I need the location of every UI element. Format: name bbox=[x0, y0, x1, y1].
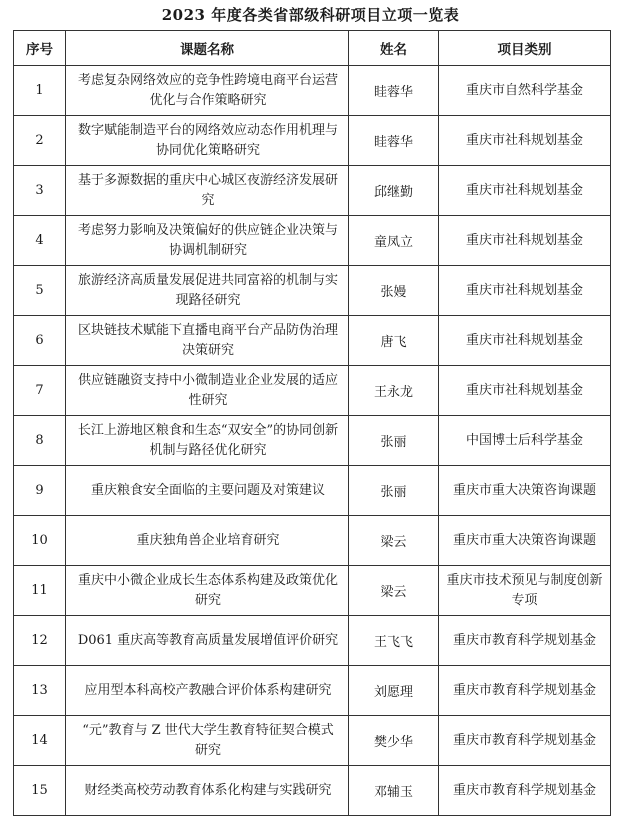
project-category-cell bbox=[439, 666, 611, 716]
project-title: 重庆粮食安全面临的主要问题及对策建议 bbox=[90, 482, 325, 498]
project-category: 重庆市教育科学规划基金 bbox=[452, 782, 596, 798]
project-category: 重庆市重大决策咨询课题 bbox=[452, 482, 596, 498]
project-title: 应用型本科高校产教融合评价体系构建研究 bbox=[84, 682, 332, 698]
researcher-name: 童凤立 bbox=[349, 216, 439, 266]
project-title-cell bbox=[66, 66, 349, 116]
table-row bbox=[14, 316, 611, 366]
project-title: 长江上游地区粮食和生态“双安全”的协同创新机制与路径优化研究 bbox=[77, 422, 339, 458]
project-title: 区块链技术赋能下直播电商平台产品防伪治理决策研究 bbox=[77, 322, 338, 358]
row-number: 5 bbox=[14, 266, 66, 316]
row-number: 14 bbox=[14, 716, 66, 766]
project-title: 重庆中小微企业成长生态体系构建及政策优化研究 bbox=[77, 572, 338, 608]
project-title-cell bbox=[66, 166, 349, 216]
project-title-cell bbox=[66, 716, 349, 766]
project-title: 供应链融资支持中小微制造业企业发展的适应性研究 bbox=[77, 372, 338, 408]
table-row bbox=[14, 66, 611, 116]
project-category-cell bbox=[439, 716, 611, 766]
project-category-cell bbox=[439, 766, 611, 816]
researcher-name: 王永龙 bbox=[349, 366, 439, 416]
researcher-name: 眭蓉华 bbox=[349, 66, 439, 116]
researcher-name: 王飞飞 bbox=[349, 616, 439, 666]
header-name: 姓名 bbox=[349, 31, 439, 66]
project-category: 重庆市社科规划基金 bbox=[465, 382, 583, 398]
project-category: 重庆市技术预见与制度创新专项 bbox=[446, 572, 603, 608]
table-row bbox=[14, 666, 611, 716]
header-title: 课题名称 bbox=[66, 31, 349, 66]
row-number: 2 bbox=[14, 116, 66, 166]
table-row bbox=[14, 466, 611, 516]
project-category: 中国博士后科学基金 bbox=[465, 432, 583, 448]
table-row bbox=[14, 366, 611, 416]
project-category: 重庆市社科规划基金 bbox=[465, 182, 583, 198]
researcher-name: 眭蓉华 bbox=[349, 116, 439, 166]
table-row bbox=[14, 716, 611, 766]
project-title-cell bbox=[66, 316, 349, 366]
project-title-cell bbox=[66, 466, 349, 516]
project-title-cell bbox=[66, 766, 349, 816]
row-number: 11 bbox=[14, 566, 66, 616]
row-number: 3 bbox=[14, 166, 66, 216]
project-title: 财经类高校劳动教育体系化构建与实践研究 bbox=[84, 782, 332, 798]
project-title-cell bbox=[66, 216, 349, 266]
project-category: 重庆市社科规划基金 bbox=[465, 232, 583, 248]
project-title-cell bbox=[66, 266, 349, 316]
table-row bbox=[14, 566, 611, 616]
project-category: 重庆市社科规划基金 bbox=[465, 282, 583, 298]
row-number: 6 bbox=[14, 316, 66, 366]
project-title: D061 重庆高等教育高质量发展增值评价研究 bbox=[77, 632, 339, 648]
project-title-cell bbox=[66, 616, 349, 666]
project-category-cell bbox=[439, 566, 611, 616]
researcher-name: 梁云 bbox=[349, 566, 439, 616]
project-category-cell bbox=[439, 466, 611, 516]
project-title: 数字赋能制造平台的网络效应动态作用机理与协同优化策略研究 bbox=[77, 122, 338, 158]
project-category: 重庆市教育科学规划基金 bbox=[452, 632, 596, 648]
project-title-cell bbox=[66, 366, 349, 416]
project-title: 考虑复杂网络效应的竞争性跨境电商平台运营优化与合作策略研究 bbox=[77, 72, 338, 108]
researcher-name: 邓辅玉 bbox=[349, 766, 439, 816]
project-category: 重庆市社科规划基金 bbox=[465, 132, 583, 148]
researcher-name: 邱继勤 bbox=[349, 166, 439, 216]
project-category-cell bbox=[439, 66, 611, 116]
row-number: 12 bbox=[14, 616, 66, 666]
project-category-cell bbox=[439, 316, 611, 366]
project-title: 重庆独角兽企业培育研究 bbox=[136, 532, 280, 548]
project-category-cell bbox=[439, 266, 611, 316]
table-row bbox=[14, 516, 611, 566]
researcher-name: 梁云 bbox=[349, 516, 439, 566]
project-category: 重庆市教育科学规划基金 bbox=[452, 682, 596, 698]
header-row bbox=[14, 31, 611, 66]
row-number: 1 bbox=[14, 66, 66, 116]
project-category-cell bbox=[439, 616, 611, 666]
project-title: “元”教育与 Z 世代大学生教育特征契合模式研究 bbox=[82, 722, 334, 758]
project-category: 重庆市教育科学规划基金 bbox=[452, 732, 596, 748]
row-number: 8 bbox=[14, 416, 66, 466]
project-table bbox=[13, 30, 611, 816]
row-number: 4 bbox=[14, 216, 66, 266]
header-no: 序号 bbox=[14, 31, 66, 66]
project-category-cell bbox=[439, 216, 611, 266]
table-row bbox=[14, 766, 611, 816]
row-number: 10 bbox=[14, 516, 66, 566]
researcher-name: 张丽 bbox=[349, 466, 439, 516]
table-header bbox=[14, 31, 611, 66]
project-category-cell bbox=[439, 166, 611, 216]
table-body bbox=[14, 66, 611, 816]
project-category-cell bbox=[439, 516, 611, 566]
researcher-name: 刘愿理 bbox=[349, 666, 439, 716]
researcher-name: 张嫚 bbox=[349, 266, 439, 316]
researcher-name: 唐飞 bbox=[349, 316, 439, 366]
table-row bbox=[14, 266, 611, 316]
table-row bbox=[14, 216, 611, 266]
project-title-cell bbox=[66, 516, 349, 566]
row-number: 15 bbox=[14, 766, 66, 816]
researcher-name: 樊少华 bbox=[349, 716, 439, 766]
header-category: 项目类别 bbox=[439, 31, 611, 66]
researcher-name: 张丽 bbox=[349, 416, 439, 466]
project-title-cell bbox=[66, 416, 349, 466]
row-number: 13 bbox=[14, 666, 66, 716]
table-row bbox=[14, 166, 611, 216]
row-number: 7 bbox=[14, 366, 66, 416]
project-title: 旅游经济高质量发展促进共同富裕的机制与实现路径研究 bbox=[77, 272, 338, 308]
project-category: 重庆市社科规划基金 bbox=[465, 332, 583, 348]
project-title: 考虑努力影响及决策偏好的供应链企业决策与协调机制研究 bbox=[77, 222, 338, 258]
project-category-cell bbox=[439, 366, 611, 416]
project-title-cell bbox=[66, 566, 349, 616]
table-row bbox=[14, 616, 611, 666]
row-number: 9 bbox=[14, 466, 66, 516]
project-title-cell bbox=[66, 116, 349, 166]
project-category-cell bbox=[439, 116, 611, 166]
table-row bbox=[14, 416, 611, 466]
table-row bbox=[14, 116, 611, 166]
project-category: 重庆市自然科学基金 bbox=[465, 82, 583, 98]
project-title: 基于多源数据的重庆中心城区夜游经济发展研究 bbox=[77, 172, 338, 208]
project-title-cell bbox=[66, 666, 349, 716]
project-category-cell bbox=[439, 416, 611, 466]
project-category: 重庆市重大决策咨询课题 bbox=[452, 532, 596, 548]
document-title: 2023 年度各类省部级科研项目立项一览表 bbox=[161, 6, 460, 24]
